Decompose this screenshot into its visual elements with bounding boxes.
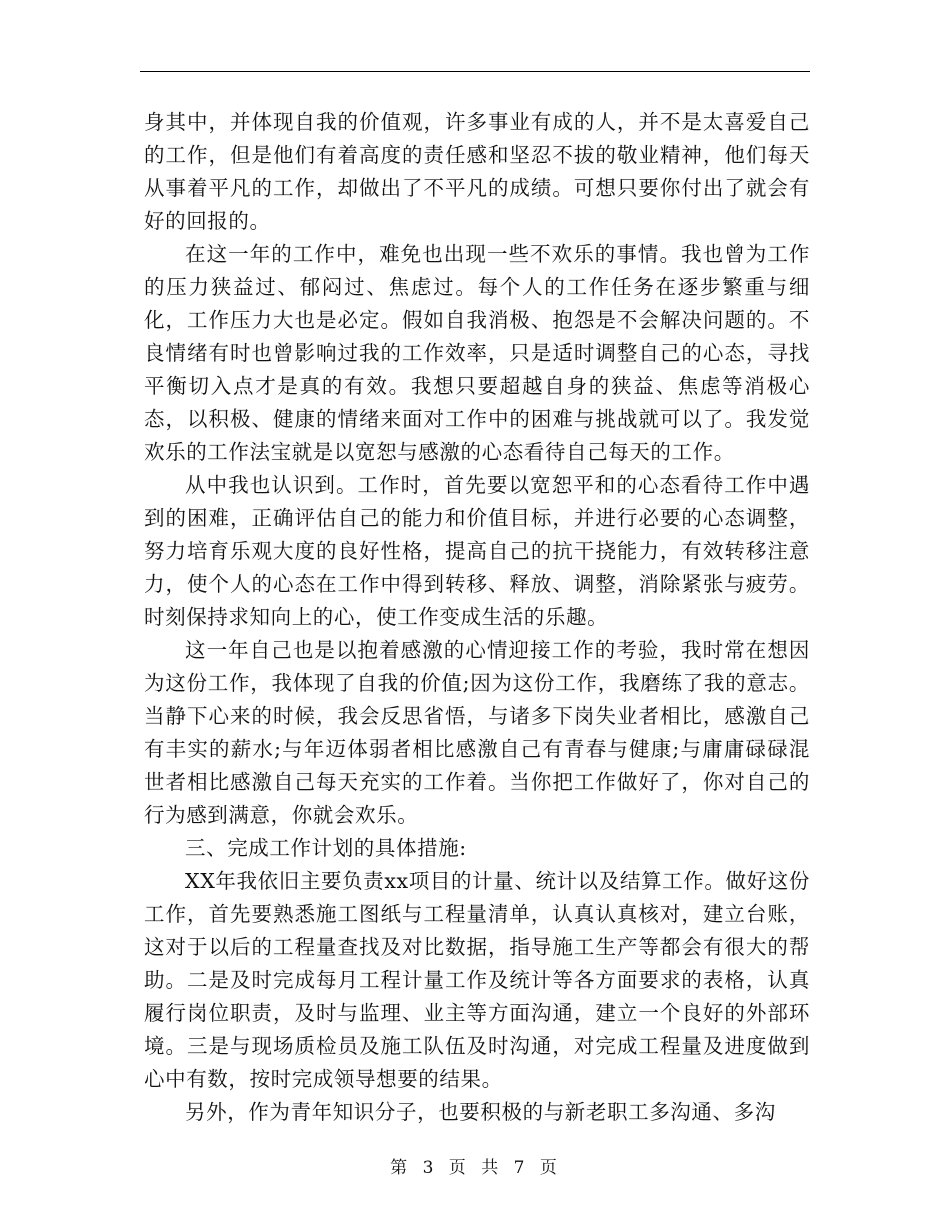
body-text [144,106,810,1129]
paragraph-3: 从中我也认识到。工作时，首先要以宽恕平和的心态看待工作中遇到的困难，正确评估自己的能力和价值目标，并进行必要的心态调整，努力培育乐观大度的良好性格，提高自己的抗干挠能力，有效转移注意力，使个人的心态在工作中得到转移、释放、调整，消除紧张与疲劳。时刻保持求知向上的心，使工作变成生活的乐趣。 [144,473,810,629]
paragraph-4: 这一年自己也是以抱着感激的心情迎接工作的考验，我时常在想因为这份工作，我体现了自我的价值;因为这份工作，我磨练了我的意志。当静下心来的时候，我会反思省悟，与诸多下岗失业者相比，感激自己有丰实的薪水;与年迈体弱者相比感激自己有青春与健康;与庸庸碌碌混世者相比感激自己每天充实的工作着。当你把工作做好了，你对自己的行为感到满意，你就会欢乐。 [144,638,810,827]
paragraph-2: 在这一年的工作中，难免也出现一些不欢乐的事情。我也曾为工作的压力狭益过、郁闷过、焦虑过。每个人的工作任务在逐步繁重与细化，工作压力大也是必定。假如自我消极、抱怨是不会解决问题的。不良情绪有时也曾影响过我的工作效率，只是适时调整自己的心态，寻找平衡切入点才是真的有效。我想只要超越自身的狭益、焦虑等消极心态，以积极、健康的情绪来面对工作中的困难与挑战就可以了。我发觉欢乐的工作法宝就是以宽恕与感激的心态看待自己每天的工作。 [144,242,810,464]
paragraph-6: 另外，作为青年知识分子，也要积极的与新老职工多沟通、多沟 [185,1100,776,1124]
section-heading: 三、完成工作计划的具体措施: [185,836,467,860]
paragraph-5: XX年我依旧主要负责xx项目的计量、统计以及结算工作。做好这份工作，首先要熟悉施工图纸与工程量清单，认真认真核对，建立台账，这对于以后的工程量查找及对比数据，指导施工生产等都会有很大的帮助。二是及时完成每月工程计量工作及统计等各方面要求的表格，认真履行岗位职责，及时与监理、业主等方面沟通，建立一个良好的外部环境。三是与现场质检员及施工队伍及时沟通，对完成工程量及进度做到心中有数，按时完成领导想要的结果。 [144,869,810,1091]
paragraph-1: 身其中，并体现自我的价值观，许多事业有成的人，并不是太喜爱自己的工作，但是他们有着高度的责任感和坚忍不拔的敬业精神，他们每天从事着平凡的工作，却做出了不平凡的成绩。可想只要你付出了就会有好的回报的。 [144,110,810,233]
header-rule [140,71,810,72]
page-number: 第 3 页 共 7 页 [390,1158,560,1178]
